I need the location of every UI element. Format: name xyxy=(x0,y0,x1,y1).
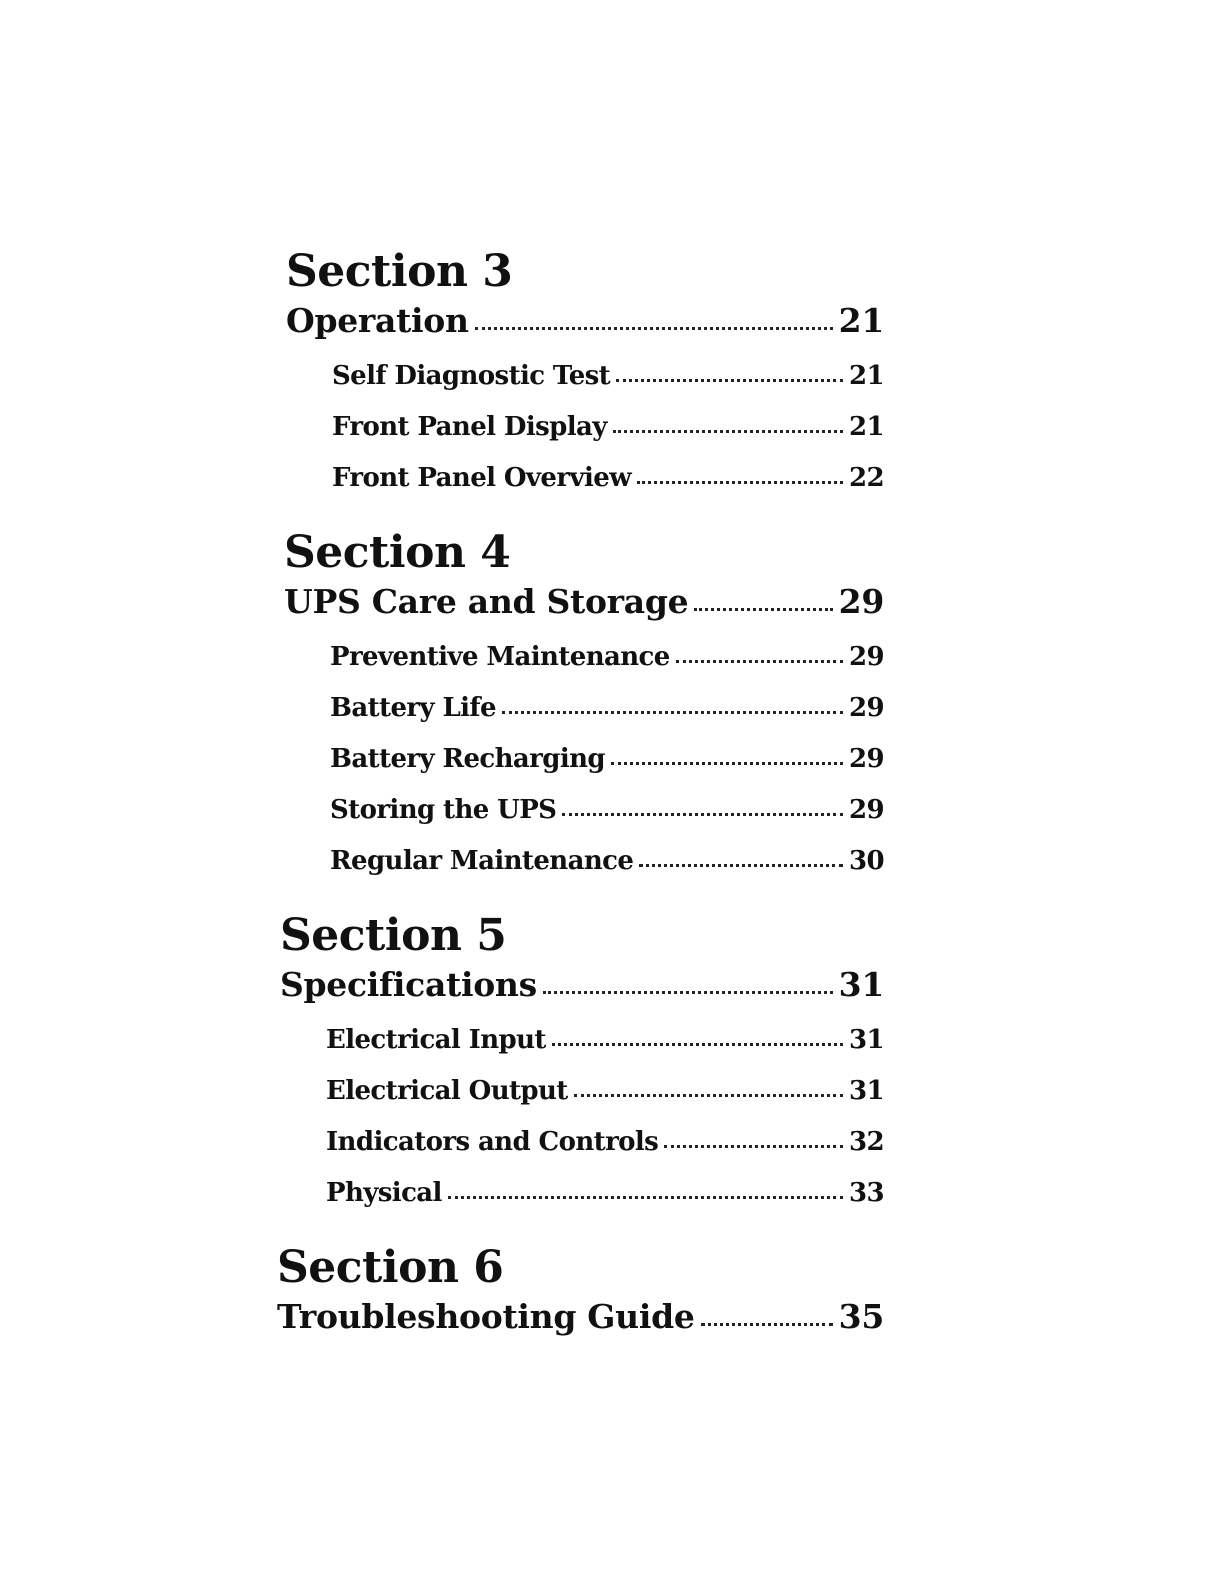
toc-entry-title: Specifications xyxy=(280,965,537,1004)
toc-page-number: 29 xyxy=(838,582,884,621)
toc-entry-title: Physical xyxy=(326,1178,442,1208)
dot-leader xyxy=(475,327,833,330)
section-6 xyxy=(277,1241,884,1339)
section-4 xyxy=(284,526,884,887)
toc-entry-title: Front Panel Overview xyxy=(332,463,631,493)
toc-chapter-entry[interactable] xyxy=(280,963,884,1007)
section-heading: Section 5 xyxy=(280,910,507,961)
toc-page-number: 31 xyxy=(849,1025,884,1055)
dot-leader xyxy=(613,430,843,433)
toc-entry-title: Regular Maintenance xyxy=(330,846,634,876)
toc-entry-title: Front Panel Display xyxy=(332,412,607,442)
toc-page-number: 30 xyxy=(849,846,884,876)
toc-chapter-entry[interactable] xyxy=(286,299,884,343)
toc-page-number: 22 xyxy=(849,463,884,493)
toc-page-number: 32 xyxy=(849,1127,884,1157)
toc-chapter-entry[interactable] xyxy=(277,1295,884,1339)
toc-entry-title: Electrical Input xyxy=(326,1025,546,1055)
toc-page-number: 29 xyxy=(849,744,884,774)
dot-leader xyxy=(701,1323,833,1326)
toc-entry-title: UPS Care and Storage xyxy=(284,582,689,621)
toc-subentry[interactable] xyxy=(286,402,884,453)
toc-entry-title: Troubleshooting Guide xyxy=(277,1297,695,1336)
toc-page-number: 21 xyxy=(849,412,884,442)
dot-leader xyxy=(664,1145,843,1148)
toc-subentry[interactable] xyxy=(280,1015,884,1066)
toc-subentry[interactable] xyxy=(280,1066,884,1117)
section-5 xyxy=(280,909,884,1219)
dot-leader xyxy=(562,813,843,816)
dot-leader xyxy=(502,711,843,714)
dot-leader xyxy=(694,608,832,611)
section-3 xyxy=(286,245,884,504)
toc-subentry[interactable] xyxy=(284,683,884,734)
toc-subentry[interactable] xyxy=(284,632,884,683)
toc-page-number: 35 xyxy=(838,1297,884,1336)
toc-page-number: 31 xyxy=(849,1076,884,1106)
toc-page-number: 29 xyxy=(849,693,884,723)
toc-entry-title: Preventive Maintenance xyxy=(330,642,670,672)
toc-subentry[interactable] xyxy=(284,734,884,785)
toc-subentry[interactable] xyxy=(284,785,884,836)
toc-page-number: 31 xyxy=(838,965,884,1004)
toc-entry-title: Self Diagnostic Test xyxy=(332,361,611,391)
toc-entry-title: Storing the UPS xyxy=(330,795,557,825)
toc-entry-title: Indicators and Controls xyxy=(326,1127,659,1157)
dot-leader xyxy=(639,864,843,867)
toc-entry-title: Operation xyxy=(286,301,469,340)
section-heading: Section 3 xyxy=(286,246,513,297)
dot-leader xyxy=(552,1043,843,1046)
toc-page-number: 21 xyxy=(849,361,884,391)
dot-leader xyxy=(616,379,843,382)
toc-subentry[interactable] xyxy=(286,351,884,402)
dot-leader xyxy=(676,660,843,663)
toc-page-number: 29 xyxy=(849,642,884,672)
toc-subentry[interactable] xyxy=(280,1168,884,1219)
section-heading: Section 4 xyxy=(284,527,511,578)
toc-entry-title: Battery Life xyxy=(330,693,496,723)
dot-leader xyxy=(574,1094,843,1097)
dot-leader xyxy=(611,762,843,765)
toc-entry-title: Battery Recharging xyxy=(330,744,606,774)
table-of-contents xyxy=(277,245,884,1361)
dot-leader xyxy=(543,991,833,994)
toc-subentry[interactable] xyxy=(286,453,884,504)
toc-subentry[interactable] xyxy=(284,836,884,887)
section-heading: Section 6 xyxy=(277,1242,504,1293)
toc-page-number: 21 xyxy=(838,301,884,340)
dot-leader xyxy=(448,1196,843,1199)
dot-leader xyxy=(637,481,843,484)
toc-subentry[interactable] xyxy=(280,1117,884,1168)
toc-page-number: 33 xyxy=(849,1178,884,1208)
toc-chapter-entry[interactable] xyxy=(284,580,884,624)
toc-entry-title: Electrical Output xyxy=(326,1076,568,1106)
toc-page-number: 29 xyxy=(849,795,884,825)
